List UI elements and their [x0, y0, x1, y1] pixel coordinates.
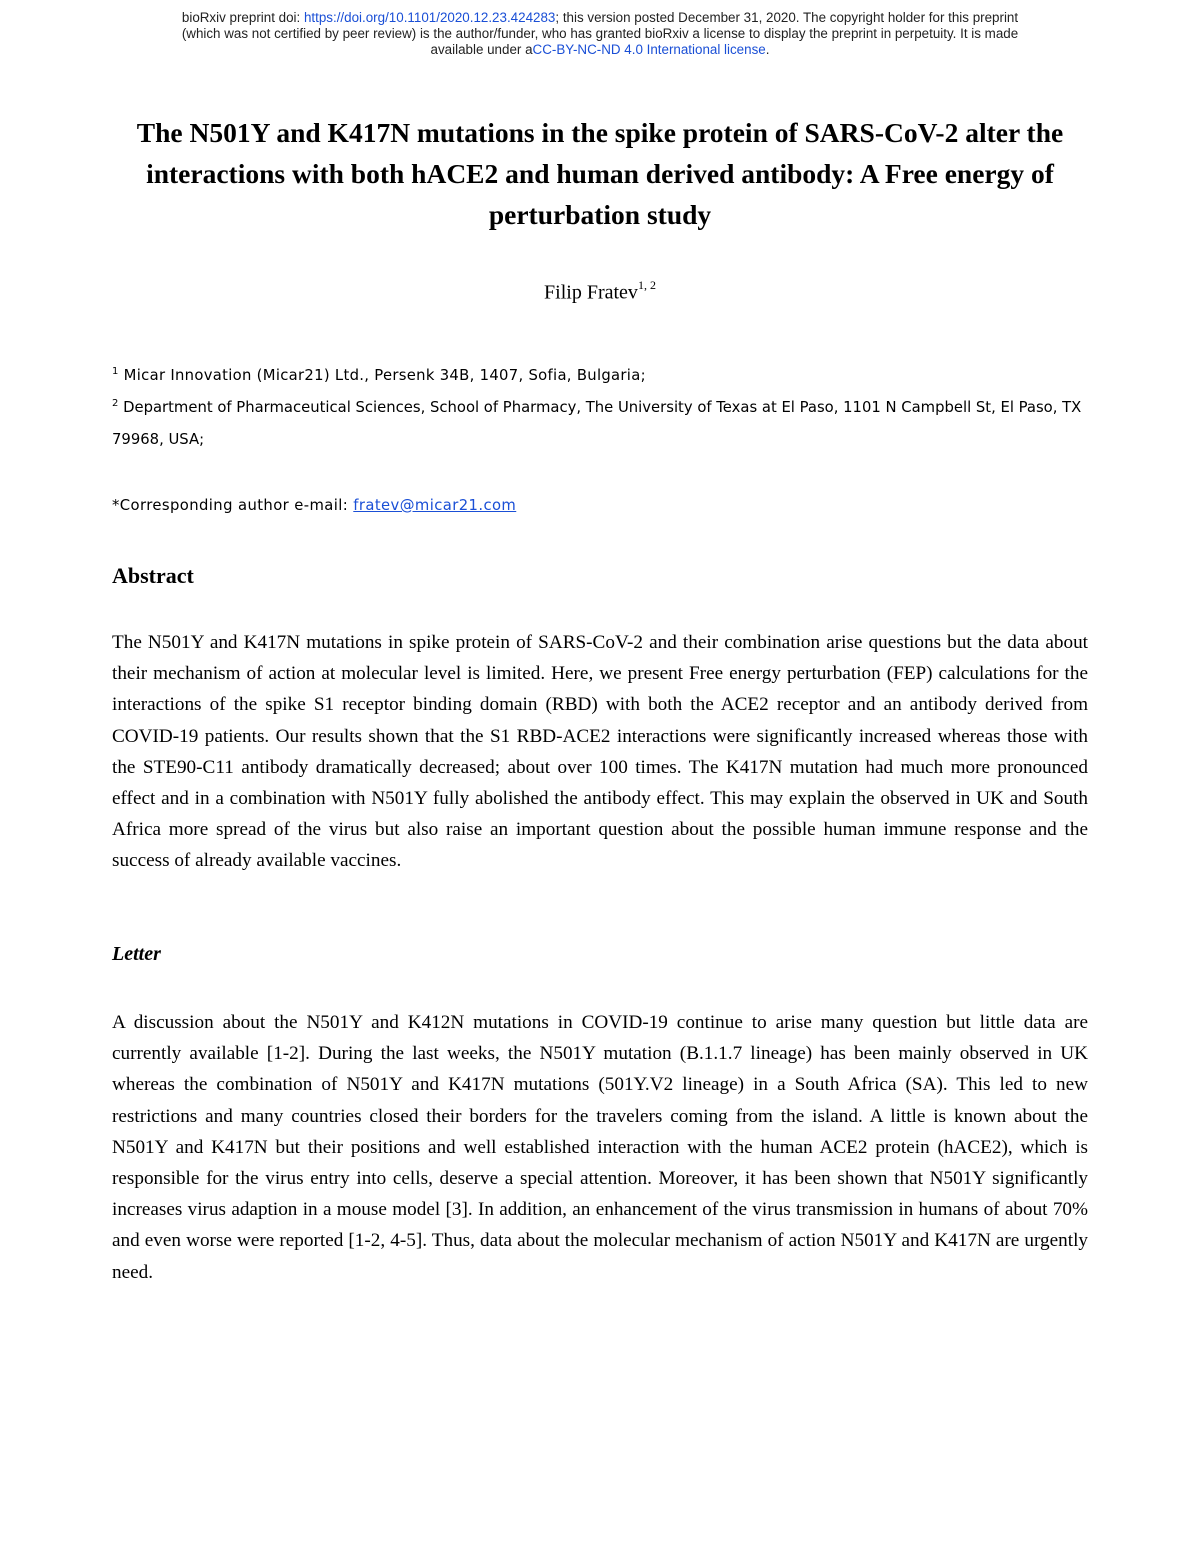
author-name: Filip Fratev	[544, 281, 638, 304]
corresponding-author	[112, 490, 516, 522]
banner-line-1	[0, 10, 1200, 26]
banner-line-3	[0, 42, 1200, 58]
affiliation-1	[112, 356, 1092, 392]
banner-line1-rest: ; this version posted December 31, 2020. The copyright holder for this preprint	[555, 10, 1019, 25]
banner-line3-suffix: .	[765, 42, 770, 57]
preprint-banner	[0, 10, 1200, 58]
affiliation-2	[112, 388, 1092, 456]
affiliation-2-text: Department of Pharmaceutical Sciences, School of Pharmacy, The University of Texas at El Paso, 1101 N Campbell St, El Paso, TX 79968, USA;	[112, 398, 1082, 448]
abstract-heading: Abstract	[112, 563, 194, 588]
author-line	[0, 280, 1200, 305]
corresponding-label: *Corresponding author e-mail:	[112, 497, 354, 514]
letter-heading: Letter	[112, 943, 161, 965]
abstract-text: The N501Y and K417N mutations in spike protein of SARS-CoV-2 and their combination arise questions but the data about their mechanism of action at molecular level is limited. Here, we present Free energy perturbation (FEP) calculations for the interactions of the spike S1 receptor binding domain (RBD) with both the ACE2 receptor and an antibody derived from COVID-19 patients. Our results shown that the S1 RBD-ACE2 interactions were significantly increased whereas those with the STE90-C11 antibody dramatically decreased; about over 100 times. The K417N mutation had much more pronounced effect and in a combination with N501Y fully abolished the antibody effect. This may explain the observed in UK and South Africa more spread of the virus but also raise an important question about the possible human immune response and the success of already available vaccines.	[112, 632, 1088, 872]
paper-title: The N501Y and K417N mutations in the spike protein of SARS-CoV-2 alter the interactions with both hACE2 and human derived antibody: A Free energy of perturbation study	[136, 117, 1064, 230]
affiliation-1-mark: 1	[112, 366, 119, 377]
license-link[interactable]: CC-BY-NC-ND 4.0 International license	[532, 42, 766, 57]
banner-prefix: bioRxiv preprint doi:	[181, 10, 304, 25]
affiliation-2-mark: 2	[112, 398, 119, 409]
letter-text: A discussion about the N501Y and K412N mutations in COVID-19 continue to arise many question but little data are currently available [1-2]. During the last weeks, the N501Y mutation (B.1.1.7 lineage) has been mainly observed in UK whereas the combination of N501Y and K417N mutations (501Y.V2 lineage) in a South Africa (SA). This led to new restrictions and many countries closed their borders for the travelers coming from the island. A little is known about the N501Y and K417N but their positions and well established interaction with the human ACE2 protein (hACE2), which is responsible for the virus entry into cells, deserve a special attention. Moreover, it has been shown that N501Y significantly increases virus adaption in a mouse model [3]. In addition, an enhancement of the virus transmission in humans of about 70% and even worse were reported [1-2, 4-5]. Thus, data about the molecular mechanism of action N501Y and K417N are urgently need.	[112, 1012, 1088, 1283]
corresponding-email-link[interactable]: fratev@micar21.com	[353, 497, 517, 514]
banner-line-2: (which was not certified by peer review) is the author/funder, who has granted bioRxiv a license to display the preprint in perpetuity. It is made	[181, 26, 1019, 41]
banner-line3-prefix: available under a	[430, 42, 533, 57]
affiliation-1-text: Micar Innovation (Micar21) Ltd., Persenk 34B, 1407, Sofia, Bulgaria;	[118, 366, 646, 384]
doi-link[interactable]: https://doi.org/10.1101/2020.12.23.424283	[303, 10, 556, 25]
author-affiliation-marks: 1, 2	[637, 278, 656, 292]
